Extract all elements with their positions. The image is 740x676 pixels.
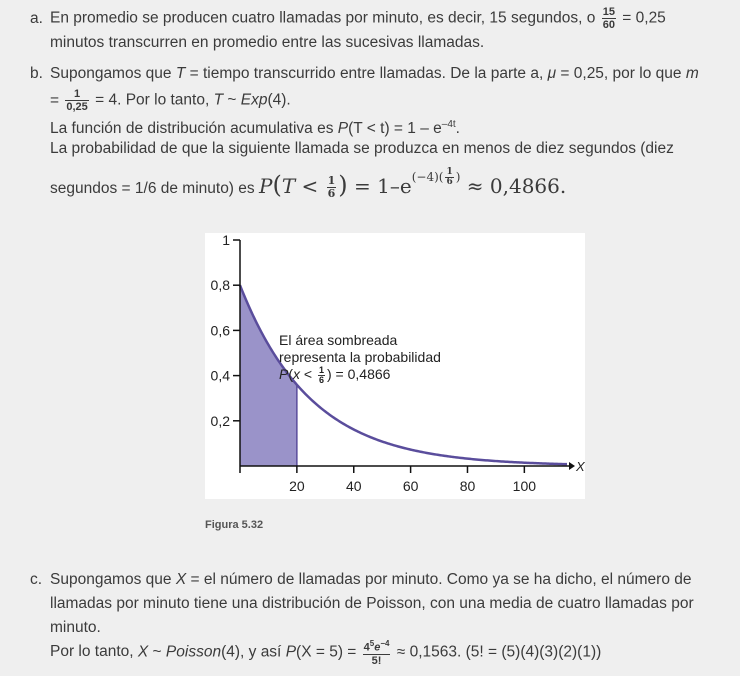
var-P: P [337, 120, 349, 138]
var-X: X [137, 643, 149, 661]
var-mu: μ [547, 65, 557, 82]
x-tick-label: 80 [459, 478, 476, 494]
part-a-line2: minutos transcurren en promedio entre las sucesivas llamadas. [50, 34, 485, 51]
prob-text1: La probabilidad de que la siguiente llamada se produzca en menos de diez segundos (diez [50, 140, 674, 157]
var-P: P [285, 643, 297, 661]
math-lt: < [301, 173, 319, 198]
part-c-text1: Supongamos que [50, 571, 172, 588]
prob-text2: segundos = 1/6 de minuto) es [50, 179, 255, 197]
poisson-eq: (X = 5) = [296, 643, 357, 661]
exponential-chart [205, 233, 585, 499]
annotation-fraction [318, 366, 325, 385]
part-b-label: b. [30, 65, 43, 82]
var-T: T [175, 65, 186, 82]
annotation-lt: < [300, 366, 313, 383]
part-c-text4: Por lo tanto, [50, 643, 134, 661]
exp-dist: Exp [240, 91, 268, 109]
part-b-text4: = 4. Por lo tanto, [95, 91, 210, 109]
fraction-numerator: 1 [446, 167, 453, 177]
fraction-denominator: 0,25 [66, 101, 88, 113]
y-tick-label: 0,8 [210, 277, 230, 294]
fraction-1-6 [327, 175, 337, 200]
fraction-numerator: 1 [327, 173, 336, 187]
math-T: T [281, 173, 296, 198]
chart-annotation [279, 332, 441, 385]
annotation-line3 [279, 366, 441, 385]
exp-arg: (4). [267, 91, 291, 109]
part-c-line3: minuto. [50, 619, 101, 636]
tilde: ~ [152, 643, 162, 661]
y-tick-label: 0,2 [210, 412, 230, 429]
num-exp: 5 [369, 639, 375, 648]
prob-line2 [30, 166, 730, 204]
fraction-15-60 [602, 6, 616, 31]
poisson-fraction [363, 638, 391, 667]
figure-caption: Figura 5.32 [205, 519, 264, 531]
fraction-numerator [363, 638, 391, 655]
var-T: T [213, 91, 224, 109]
poisson-arg: (4), y así [221, 643, 282, 661]
num-e: e [374, 641, 381, 654]
fraction-numerator: 1 [318, 365, 324, 375]
part-a [30, 6, 730, 55]
y-tick-label: 1 [222, 233, 230, 248]
part-a-result: = 0,25 [622, 9, 666, 27]
fraction-numerator: 15 [602, 6, 615, 18]
probability-formula: P(T < $\frac{1}{6}$ ) = $1-e^{(-4)( \frac{1}{6} )} \approx 0,4866$. [258, 167, 567, 200]
annotation-line2: representa la probabilidad [279, 349, 441, 365]
x-axis-label: X [576, 459, 585, 474]
math-exp1: (−4) [411, 170, 439, 184]
part-b-line2 [30, 88, 730, 113]
annotation-open: ( [288, 366, 294, 383]
fraction-denominator: 60 [602, 19, 615, 31]
fraction-denominator: 6 [446, 177, 453, 187]
x-tick-label: 100 [512, 478, 537, 494]
part-b-text2: = tiempo transcurrido entre llamadas. De la parte a, [189, 65, 544, 82]
cdf-text: La función de distribución acumulativa es [50, 120, 334, 138]
x-tick-label: 60 [402, 478, 419, 494]
prob-line1 [30, 137, 730, 161]
math-approx: ≈ 0,4866. [466, 173, 567, 198]
annotation-P: P [279, 366, 289, 383]
fraction-denominator: 6 [327, 186, 336, 200]
x-tick-label: 40 [345, 478, 362, 494]
part-c-label: c. [30, 571, 43, 588]
math-mid: = 1–e [354, 173, 412, 198]
annotation-x: x [293, 366, 301, 383]
annotation-line1: El área sombreada [279, 332, 398, 348]
part-c-line2: llamadas por minuto tiene una distribución de Poisson, con una media de cuatro llamadas por [50, 595, 694, 612]
part-c-text2: = el número de llamadas por minuto. Como ya se ha dicho, el número de [190, 571, 692, 588]
part-b-text3: = 0,25, por lo que [560, 65, 682, 82]
cdf-end: . [455, 120, 460, 138]
part-a-label: a. [30, 9, 43, 27]
x-axis-arrow [569, 462, 575, 470]
fraction-1-025 [65, 88, 88, 113]
var-X: X [175, 571, 187, 588]
math-P: P [258, 173, 273, 198]
fraction-denominator: 5! [371, 654, 382, 667]
var-m: m [685, 65, 699, 82]
fraction-numerator: 1 [65, 88, 88, 101]
exp-fraction [445, 168, 453, 187]
annotation-end: ) = 0,4866 [327, 366, 391, 383]
y-tick-label: 0,4 [210, 367, 230, 384]
cdf-exponent: –4t [441, 119, 456, 130]
part-b-eq: = [50, 91, 60, 109]
part-c-line4 [30, 638, 730, 667]
x-tick-label: 20 [289, 478, 305, 494]
poisson-dist: Poisson [165, 643, 222, 661]
num-base: 4 [363, 641, 370, 654]
y-tick-label: 0,6 [210, 322, 230, 339]
cdf-formula: (T < t) = 1 – e [348, 120, 442, 138]
tilde: ~ [227, 91, 237, 109]
part-b-text1: Supongamos que [50, 65, 172, 82]
part-c [30, 568, 730, 640]
fraction-denominator: 6 [318, 375, 324, 385]
part-b [30, 62, 730, 86]
num-e-exp: −4 [380, 639, 390, 648]
part-a-text: En promedio se producen cuatro llamadas por minuto, es decir, 15 segundos, o [50, 9, 596, 27]
part-c-end: ≈ 0,1563. (5! = (5)(4)(3)(2)(1)) [396, 643, 602, 661]
